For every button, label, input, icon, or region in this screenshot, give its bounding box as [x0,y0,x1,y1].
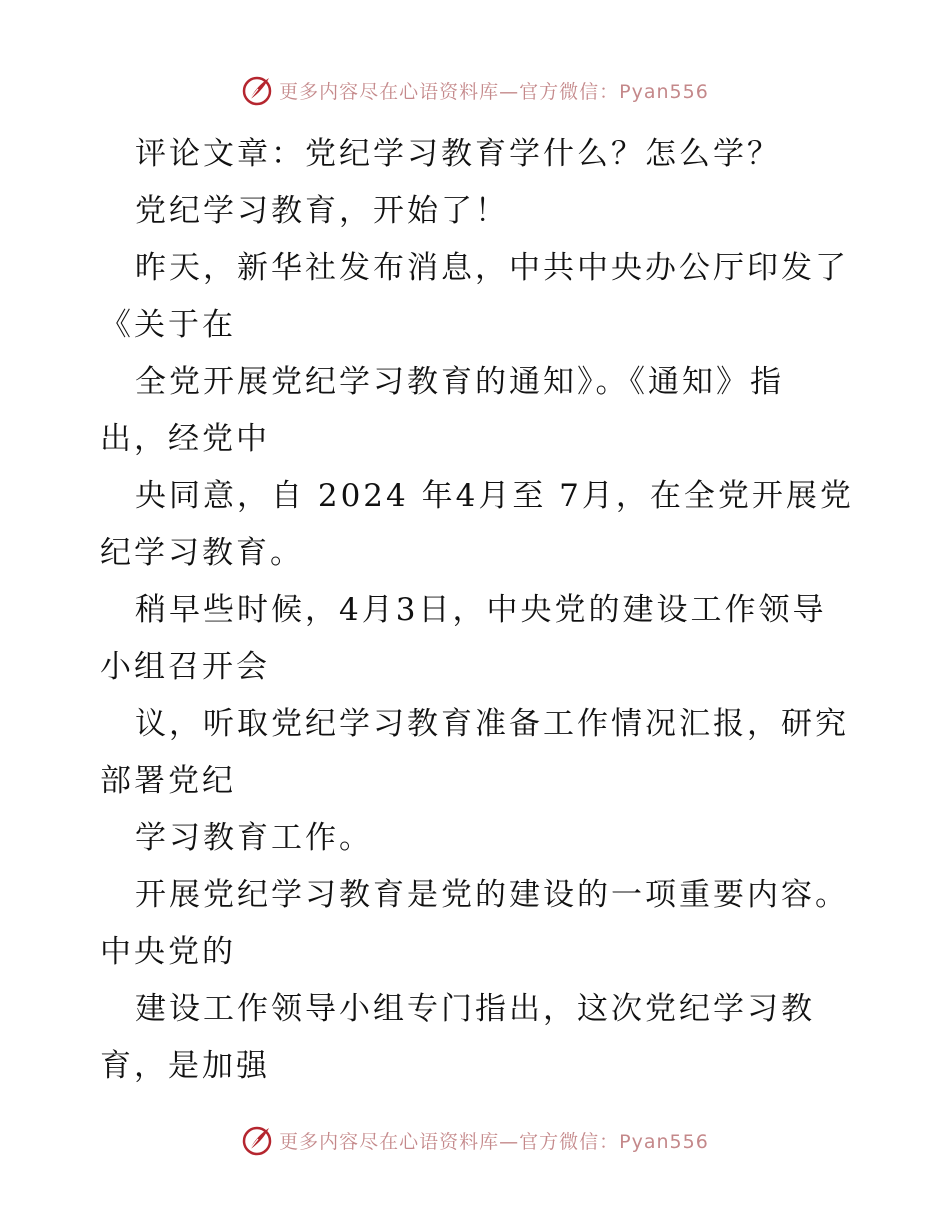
feather-pen-logo-icon [241,1124,273,1156]
text-line: 《关于在 [100,307,236,343]
text-line: 部署党纪 [100,763,236,799]
text-line: 评论文章：党纪学习教育学什么？怎么学？ [135,136,781,172]
text-line: 开展党纪学习教育是党的建设的一项重要内容。 [135,877,849,913]
text-line: 建设工作领导小组专门指出，这次党纪学习教 [135,991,815,1027]
document-body [100,126,860,1095]
text-line: 全党开展党纪学习教育的通知》。《通知》指 [135,364,784,400]
text-line: 央同意，自 2024 年4月至 7月，在全党开展党 [135,478,854,514]
text-line: 出，经党中 [100,421,270,457]
header-watermark [0,72,950,108]
text-line: 议，听取党纪学习教育准备工作情况汇报，研究 [135,706,849,742]
text-line: 纪学习教育。 [100,535,304,571]
watermark-text: 更多内容尽在心语资料库—官方微信：Pyan556 [279,1130,709,1153]
text-line: 育，是加强 [100,1048,270,1084]
text-line: 小组召开会 [100,649,270,685]
text-line: 学习教育工作。 [135,820,373,856]
text-line: 昨天，新华社发布消息，中共中央办公厅印发了 [135,250,849,286]
text-line: 党纪学习教育，开始了！ [135,193,509,229]
feather-pen-logo-icon [241,74,273,106]
watermark-text: 更多内容尽在心语资料库—官方微信：Pyan556 [279,80,709,103]
footer-watermark [0,1122,950,1158]
text-line: 中央党的 [100,934,236,970]
text-line: 稍早些时候，4月3日，中央党的建设工作领导 [135,592,827,628]
